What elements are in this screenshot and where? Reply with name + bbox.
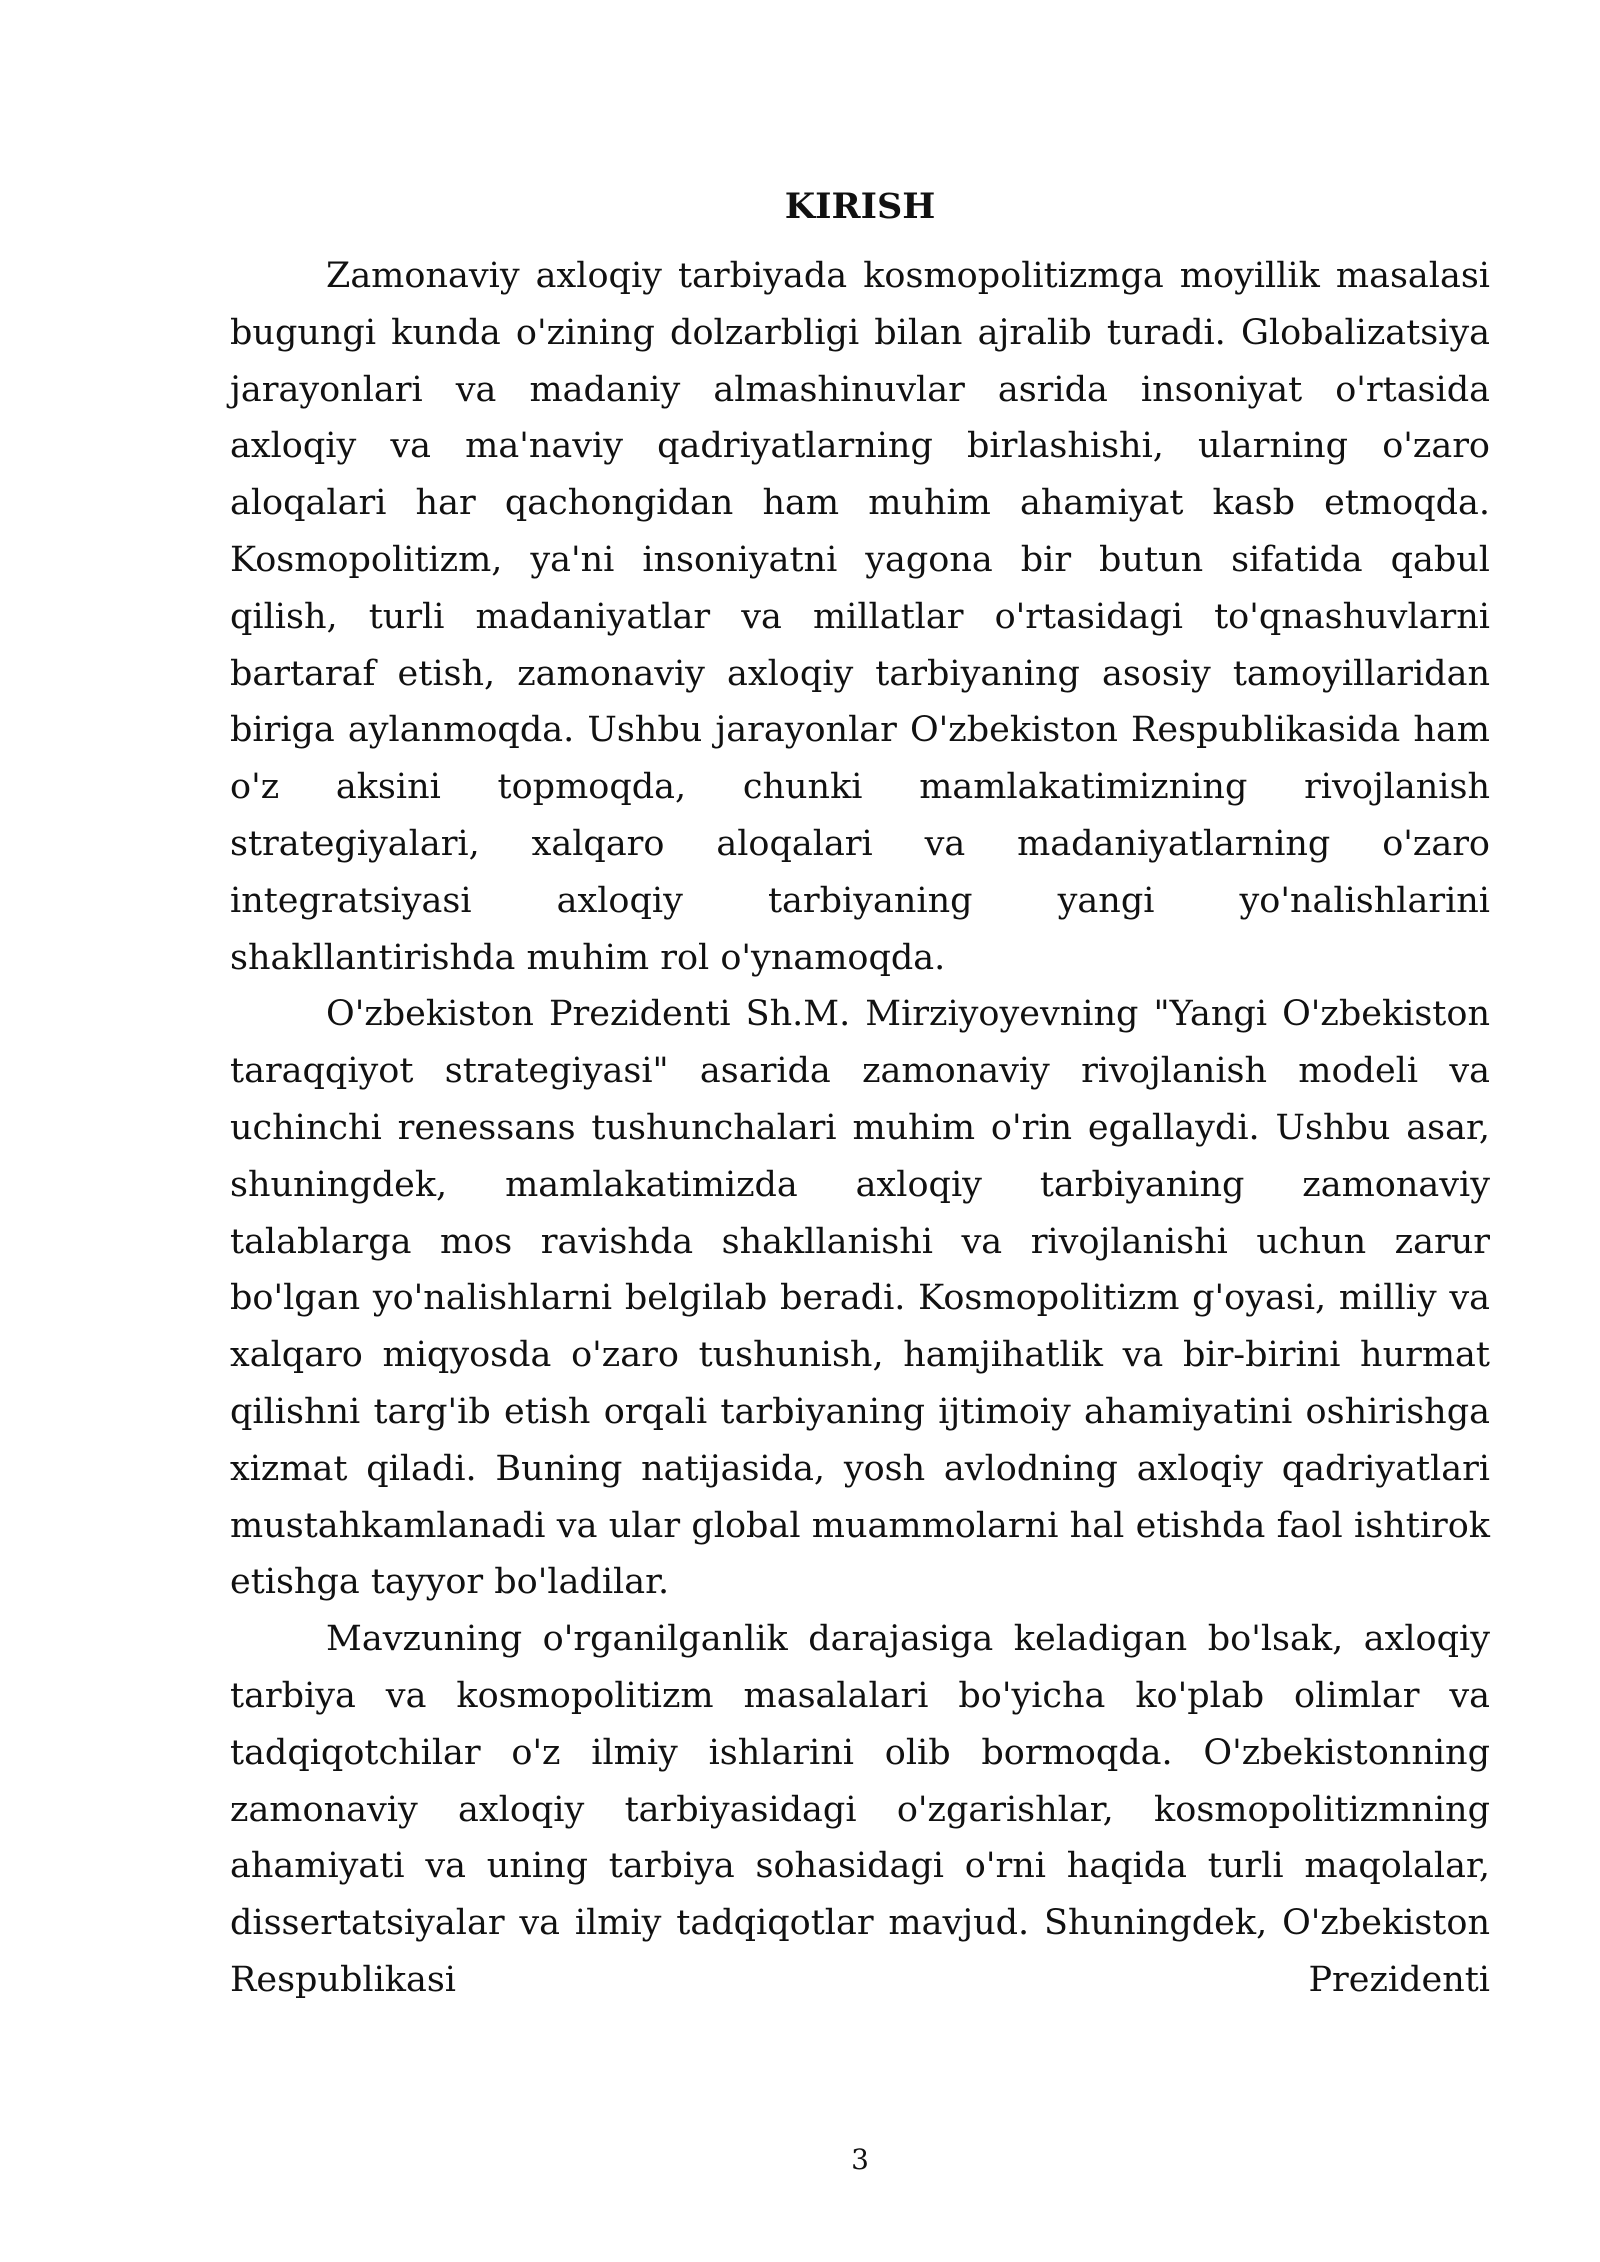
document-page [230,0,1490,2262]
paragraph-research-review: Mavzuning o'rganilganlik darajasiga keladigan bo'lsak, axloqiy tarbiya va kosmopolitizm masalalari bo'yicha ko'plab olimlar va tadqiqotchilar o'z ilmiy ishlarini olib bormoqda. O'zbekistonning zamonaviy axloqiy tarbiyasidagi o'zgarishlar, kosmopolitizmning ahamiyati va uning tarbiya sohasidagi o'rni haqida turli maqolalar, dissertatsiyalar va ilmiy tadqiqotlar mavjud. Shuningdek, O'zbekiston Respublikasi Prezidenti [230,1619,1490,2000]
document-body [230,248,1490,2009]
page-title: KIRISH [784,186,936,228]
paragraph-intro: Zamonaviy axloqiy tarbiyada kosmopolitizmga moyillik masalasi bugungi kunda o'zining dolzarbligi bilan ajralib turadi. Globalizatsiya jarayonlari va madaniy almashinuvlar asrida insoniyat o'rtasida axloqiy va ma'naviy qadriyatlarning birlashishi, ularning o'zaro aloqalari har qachongidan ham muhim ahamiyat kasb etmoqda. Kosmopolitizm, ya'ni insoniyatni yagona bir butun sifatida qabul qilish, turli madaniyatlar va millatlar o'rtasidagi to'qnashuvlarni bartaraf etish, zamonaviy axloqiy tarbiyaning asosiy tamoyillaridan biriga aylanmoqda. Ushbu jarayonlar O'zbekiston Respublikasida ham o'z aksini topmoqda, chunki mamlakatimizning rivojlanish strategiyalari, xalqaro aloqalari va madaniyatlarning o'zaro integratsiyasi axloqiy tarbiyaning yangi yo'nalishlarini shakllantirishda muhim rol o'ynamoqda. [230,256,1490,978]
paragraph-president-strategy: O'zbekiston Prezidenti Sh.M. Mirziyoyevning "Yangi O'zbekiston taraqqiyot strategiyasi" asarida zamonaviy rivojlanish modeli va uchinchi renessans tushunchalari muhim o'rin egallaydi. Ushbu asar, shuningdek, mamlakatimizda axloqiy tarbiyaning zamonaviy talablarga mos ravishda shakllanishi va rivojlanishi uchun zarur bo'lgan yo'nalishlarni belgilab beradi. Kosmopolitizm g'oyasi, milliy va xalqaro miqyosda o'zaro tushunish, hamjihatlik va bir-birini hurmat qilishni targ'ib etish orqali tarbiyaning ijtimoiy ahamiyatini oshirishga xizmat qiladi. Buning natijasida, yosh avlodning axloqiy qadriyatlari mustahkamlanadi va ular global muammolarni hal etishda faol ishtirok etishga tayyor bo'ladilar. [230,994,1490,1603]
page-number: 3 [851,2143,869,2176]
